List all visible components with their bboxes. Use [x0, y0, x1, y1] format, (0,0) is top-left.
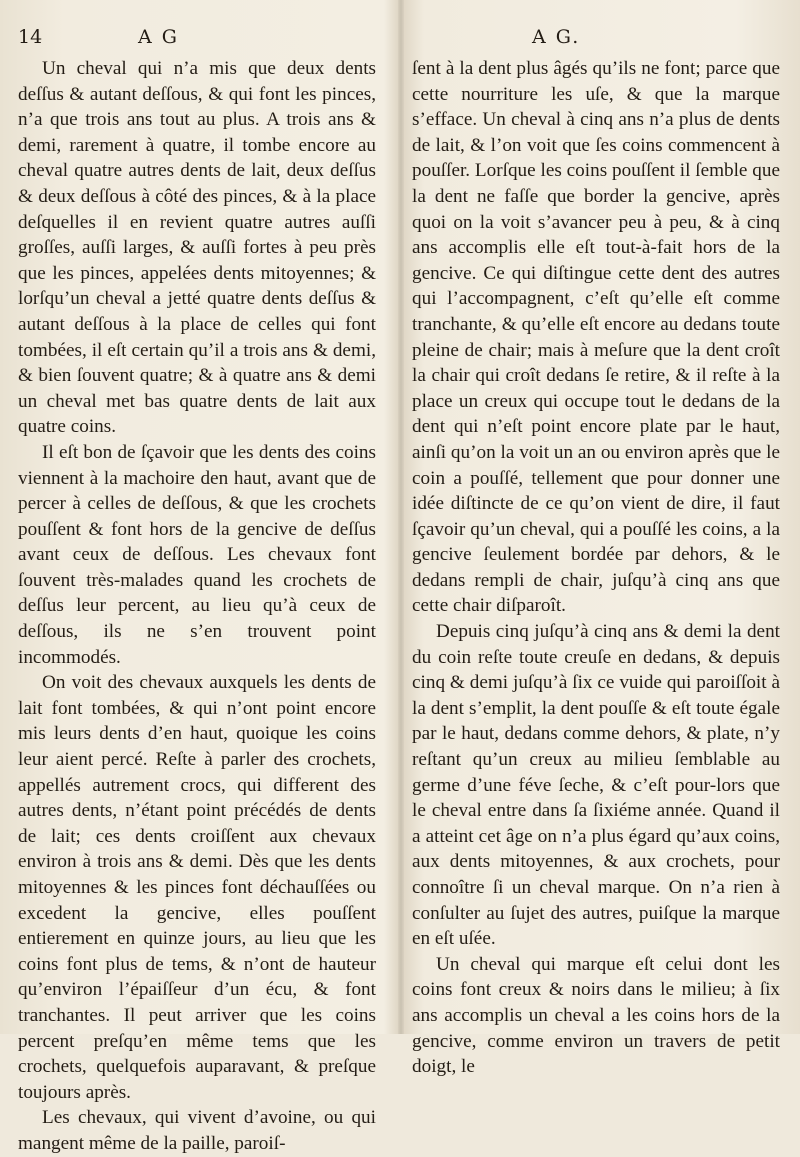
- paragraph: Depuis cinq juſqu’à cinq ans & demi la dent du coin reſte toute creuſe en dedans, & depuis cinq & demi juſqu’à ſix ce vuide qui paroiſſoit à la dent s’emplit, la dent pouſſe & eſt toute égale par le haut, dedans comme dehors, & plate, n’y reſtant qu’un creux au milieu ſemblable au germe d’une féve ſeche, & c’eſt pour-lors que le cheval entre dans ſa ſixiéme année. Quand il a atteint cet âge on n’a plus égard qu’aux coins, aux dents mitoyennes, & aux crochets, pour connoître ſi un cheval marque. On n’a rien à conſulter au ſujet des autres, puiſque la marque en eſt uſée.: [412, 621, 780, 950]
- left-page-body: [18, 56, 376, 1157]
- right-page-header: [412, 26, 780, 54]
- right-page: [412, 26, 780, 1080]
- paragraph: Un cheval qui n’a mis que deux dents deſſus & autant deſſous, & qui font les pinces, n’a que trois ans tout au plus. A trois ans & demi, rarement à quatre, il tombe encore au cheval quatre autres dents de lait, deux deſſus & deux deſſous à côté des pinces, & à la place deſquelles il en revient quatre autres auſſi groſſes, auſſi larges, & auſſi fortes à peu près que les pinces, appelées dents mitoyennes; & lorſqu’un cheval a jetté quatre dents deſſus & autant deſſous à la place de celles qui font tombées, il eſt certain qu’il a trois ans & demi, & bien ſouvent quatre; & à quatre ans & demi un cheval met bas quatre dents de lait aux quatre coins.: [18, 58, 376, 438]
- left-page-header: [18, 26, 376, 54]
- paragraph: Les chevaux, qui vivent d’avoine, ou qui mangent même de la paille, paroiſ-: [18, 1107, 376, 1154]
- running-head: A G: [138, 26, 179, 48]
- paragraph: Un cheval qui marque eſt celui dont les coins font creux & noirs dans le milieu; à ſix ans accomplis un cheval a les coins hors de la gencive, comme environ un travers de petit doigt, le: [412, 953, 780, 1078]
- running-head: A G.: [532, 26, 581, 48]
- left-page: [18, 26, 376, 1157]
- paragraph: ſent à la dent plus âgés qu’ils ne font; parce que cette nourriture les uſe, & que la marque s’efface. Un cheval à cinq ans n’a plus de dents de lait, & l’on voit que ſes coins commencent à pouſſer. Lorſque les coins pouſſent il ſemble que la dent ne faſſe que border la gencive, après quoi on la voit s’avancer peu à peu, & à cinq ans accomplis elle eſt tout-à-fait hors de la gencive. Ce qui diſtingue cette dent des autres qui l’accompagnent, c’eſt qu’elle eſt comme tranchante, & qu’elle eſt encore au dedans toute pleine de chair; mais à meſure que la dent croît la chair qui croît dedans ſe retire, & il reſte à la place un creux qui occupe tout le dedans de la dent qui n’eſt point encore plate par le haut, ainſi qu’on la voit un an ou environ après que le coin a pouſſé, tellement que pour donner une idée diſtincte de ce qu’on vient de dire, il faut ſçavoir qu’un cheval, qui a pouſſé les coins, a la gencive ſeulement bordée par dehors, & le dedans rempli de chair, juſqu’à cinq ans que cette chair diſparoît.: [412, 58, 780, 617]
- right-page-body: [412, 56, 780, 1080]
- paragraph: Il eſt bon de ſçavoir que les dents des coins viennent à la machoire den haut, avant que de percer à celles de deſſous, & que les crochets pouſſent & font hors de la gencive de deſſus avant ceux de deſſous. Les chevaux font ſouvent très-malades quand les crochets de deſſus leur percent, au lieu qu’à ceux de deſſous, ils ne s’en trouvent point incommodés.: [18, 441, 376, 668]
- page-number: 14: [18, 26, 43, 48]
- paragraph: On voit des chevaux auxquels les dents de lait font tombées, & qui n’ont point encore mis leurs dents d’en haut, quoique les coins leur aient percé. Reſte à parler des crochets, appellés autrement crocs, qui different des autres dents, n’étant point précédés de dents de lait; ces dents croiſſent aux chevaux environ à trois ans & demi. Dès que les dents mitoyennes & les pinces font déchauſſées ou excedent la gencive, elles pouſſent entierement en quinze jours, au lieu que les coins font plus de tems, & n’ont de hauteur qu’environ l’épaiſſeur d’un écu, & font tranchantes. Il peut arriver que les coins percent preſqu’en même tems que les crochets, quelquefois auparavant, & preſque toujours après.: [18, 672, 376, 1103]
- book-spine: [398, 0, 404, 1034]
